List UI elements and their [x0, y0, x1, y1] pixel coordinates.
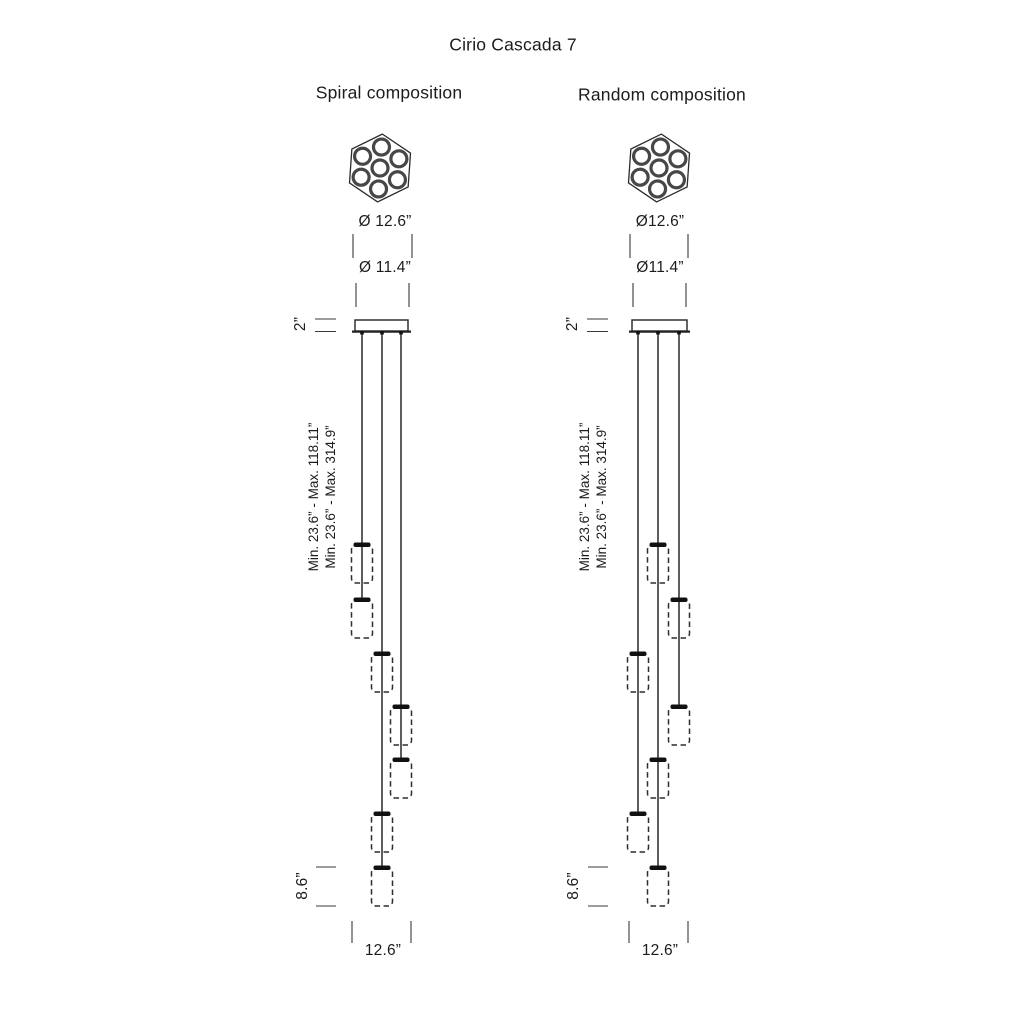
spiral-cluster-width-label: 12.6”	[364, 942, 402, 959]
spiral-top-view	[348, 132, 411, 204]
random-cluster-width-label: 12.6”	[641, 942, 679, 959]
lamp-shade	[648, 868, 669, 906]
lamp-shade	[352, 600, 373, 638]
lamp-ring-icon	[353, 169, 370, 186]
lamp-ring-icon	[632, 169, 649, 186]
lamp-ring-icon	[650, 159, 667, 176]
shade-cap	[374, 652, 391, 657]
cable-mount	[677, 331, 681, 335]
spiral-composition-heading: Spiral composition	[315, 82, 463, 103]
lamp-ring-icon	[633, 148, 650, 165]
shade-cap	[630, 812, 647, 817]
lamp-ring-icon	[354, 148, 371, 165]
lamp-ring-icon	[390, 150, 407, 167]
ceiling-canopy	[355, 320, 408, 331]
shade-cap	[671, 705, 688, 710]
cable-mount	[636, 331, 640, 335]
lamp-ring-icon	[669, 150, 686, 167]
shade-cap	[650, 866, 667, 871]
cable-mount	[656, 331, 660, 335]
lamp-shade	[628, 814, 649, 852]
cable-mount	[399, 331, 403, 335]
lamp-shade	[391, 760, 412, 798]
spiral-canopy-height-label: 2”	[292, 316, 309, 332]
spiral-drop-range-line-2: Min. 23.6” - Max. 314.9”	[323, 425, 338, 569]
shade-cap	[630, 652, 647, 657]
page-title: Cirio Cascada 7	[449, 34, 577, 55]
lamp-shade	[669, 707, 690, 745]
random-top-diameter-label: Ø12.6”	[635, 213, 685, 230]
lamp-ring-icon	[373, 139, 390, 156]
top-view-hexagon	[627, 132, 690, 204]
random-shade-height-label: 8.6”	[565, 872, 582, 900]
random-drop-range-label	[576, 423, 610, 572]
shade-cap	[650, 758, 667, 763]
spiral-shade-height-label: 8.6”	[294, 872, 311, 900]
lamp-ring-icon	[649, 180, 666, 197]
random-inner-diameter-label: Ø11.4”	[636, 259, 684, 276]
shade-cap	[671, 598, 688, 603]
lamp-ring-icon	[652, 139, 669, 156]
ceiling-canopy	[632, 320, 687, 331]
spiral-top-diameter-label: Ø 12.6”	[358, 213, 412, 230]
top-view-hexagon	[348, 132, 411, 204]
lamp-ring-icon	[389, 171, 406, 188]
shade-cap	[393, 705, 410, 710]
shade-cap	[393, 758, 410, 763]
spiral-drop-range-line-1: Min. 23.6” - Max. 118.11”	[306, 422, 321, 572]
lamp-ring-icon	[371, 159, 388, 176]
lamp-shade	[372, 868, 393, 906]
cable-mount	[360, 331, 364, 335]
shade-cap	[354, 543, 371, 548]
random-drop-range-line-2: Min. 23.6” - Max. 314.9”	[594, 425, 609, 569]
random-canopy-height-label: 2”	[564, 316, 581, 332]
spiral-drop-range-label	[305, 423, 339, 572]
shade-cap	[374, 812, 391, 817]
shade-cap	[354, 598, 371, 603]
shade-cap	[650, 543, 667, 548]
shade-cap	[374, 866, 391, 871]
random-composition-heading: Random composition	[578, 84, 746, 105]
cable-mount	[380, 331, 384, 335]
spiral-inner-diameter-label: Ø 11.4”	[359, 259, 411, 276]
lamp-ring-icon	[370, 180, 387, 197]
random-drop-range-line-1: Min. 23.6” - Max. 118.11”	[577, 422, 592, 572]
lamp-ring-icon	[668, 171, 685, 188]
random-top-view	[627, 132, 690, 204]
